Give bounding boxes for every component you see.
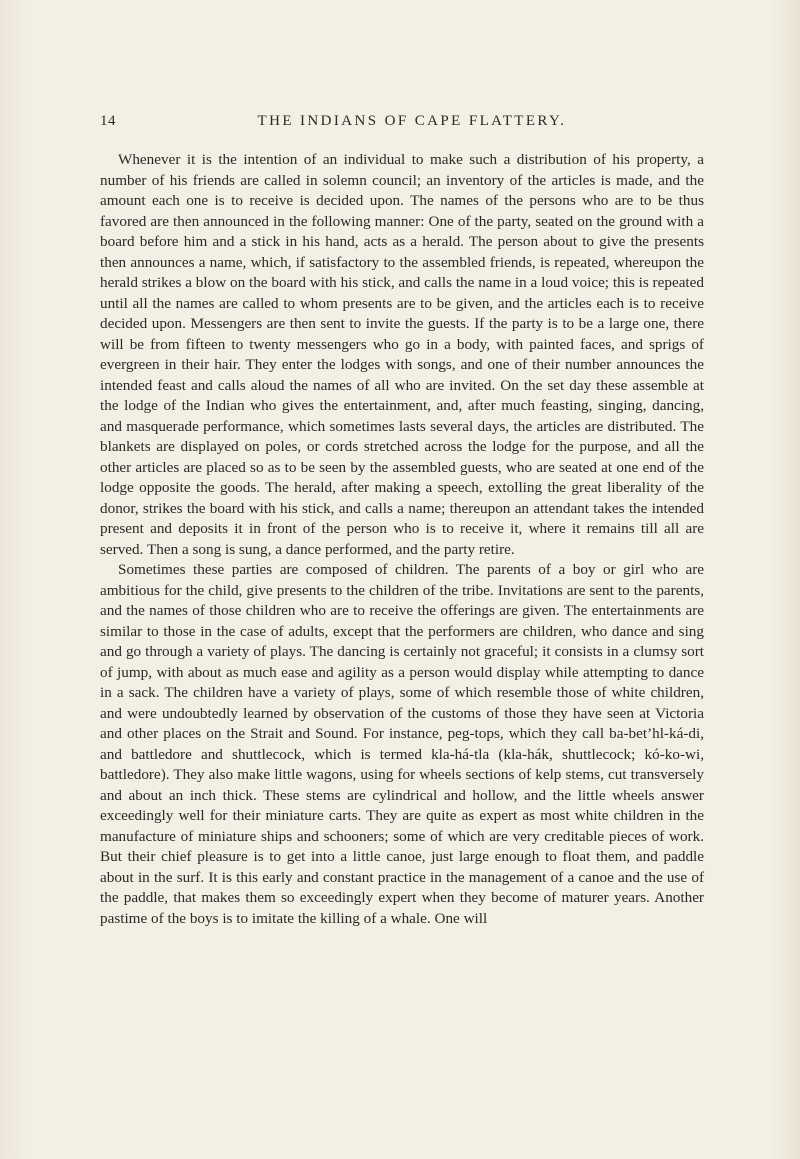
page-number: 14: [100, 113, 116, 129]
running-title: THE INDIANS OF CAPE FLATTERY.: [257, 113, 567, 129]
paragraph-children-parties: Sometimes these parties are composed of children. The parents of a boy or girl who are ambitious for the child, give presents to the children of the tribe. Invitations are sent to the parents, and the names of those children who are to receive the offerings are given. The entertainments are similar to those in the case of adults, except that the performers are children, who dance and sing and go through a variety of plays. The dancing is certainly not graceful; it consists in a clumsy sort of jump, with about as much ease and agility as a person would display while attempting to dance in a sack. The children have a variety of plays, some of which resemble those of white children, and were undoubtedly learned by observation of the customs of those they have seen at Victoria and other places on the Strait and Sound. For instance, peg-tops, which they call ba-bet’hl-ká-di, and battledore and shuttlecock, which is termed kla-há-tla (kla-hák, shuttlecock; kó-ko-wi, battledore). They also make little wagons, using for wheels sections of kelp stems, cut transversely and about an inch thick. These stems are cylindrical and hollow, and the little wheels answer exceedingly well for their miniature carts. They are quite as expert as most white children in the manufacture of miniature ships and schooners; some of which are very creditable pieces of work. But their chief pleasure is to get into a little canoe, just large enough to float them, and paddle about in the surf. It is this early and constant practice in the management of a canoe and the use of the paddle, that makes them so exceedingly expert when they become of maturer years. Another pastime of the boys is to imitate the killing of a whale. One will: [100, 561, 704, 927]
paragraph-distribution: Whenever it is the intention of an individual to make such a distribution of his property, a number of his friends are called in solemn council; an inventory of the articles is made, and the amount each one is to receive is decided upon. The names of the persons who are to be thus favored are then announced in the following manner: One of the party, seated on the ground with a board before him and a stick in his hand, acts as a herald. The person about to give the presents then announces a name, which, if satisfactory to the assembled friends, is repeated, whereupon the herald strikes a blow on the board with his stick, and calls the name in a loud voice; this is repeated until all the names are called to whom presents are to be given, and the articles each is to receive decided upon. Messengers are then sent to invite the guests. If the party is to be a large one, there will be from fifteen to twenty messengers who go in a body, with painted faces, and sprigs of evergreen in their hair. They enter the lodges with songs, and one of their number announces the intended feast and calls aloud the names of all who are invited. On the set day these assemble at the lodge of the Indian who gives the entertainment, and, after much feasting, singing, dancing, and masquerade performance, which sometimes lasts several days, the articles are distributed. The blankets are displayed on poles, or cords stretched across the lodge for the purpose, and all the other articles are placed so as to be seen by the assembled guests, who are seated at one end of the lodge opposite the goods. The herald, after making a speech, extolling the great liberality of the donor, strikes the board with his stick, and calls a name; thereupon an attendant takes the intended present and deposits it in front of the person who is to receive it, where it remains till all are served. Then a song is sung, a dance performed, and the party retire.: [100, 151, 704, 558]
page-header: [100, 113, 704, 137]
body-text: [100, 150, 704, 929]
